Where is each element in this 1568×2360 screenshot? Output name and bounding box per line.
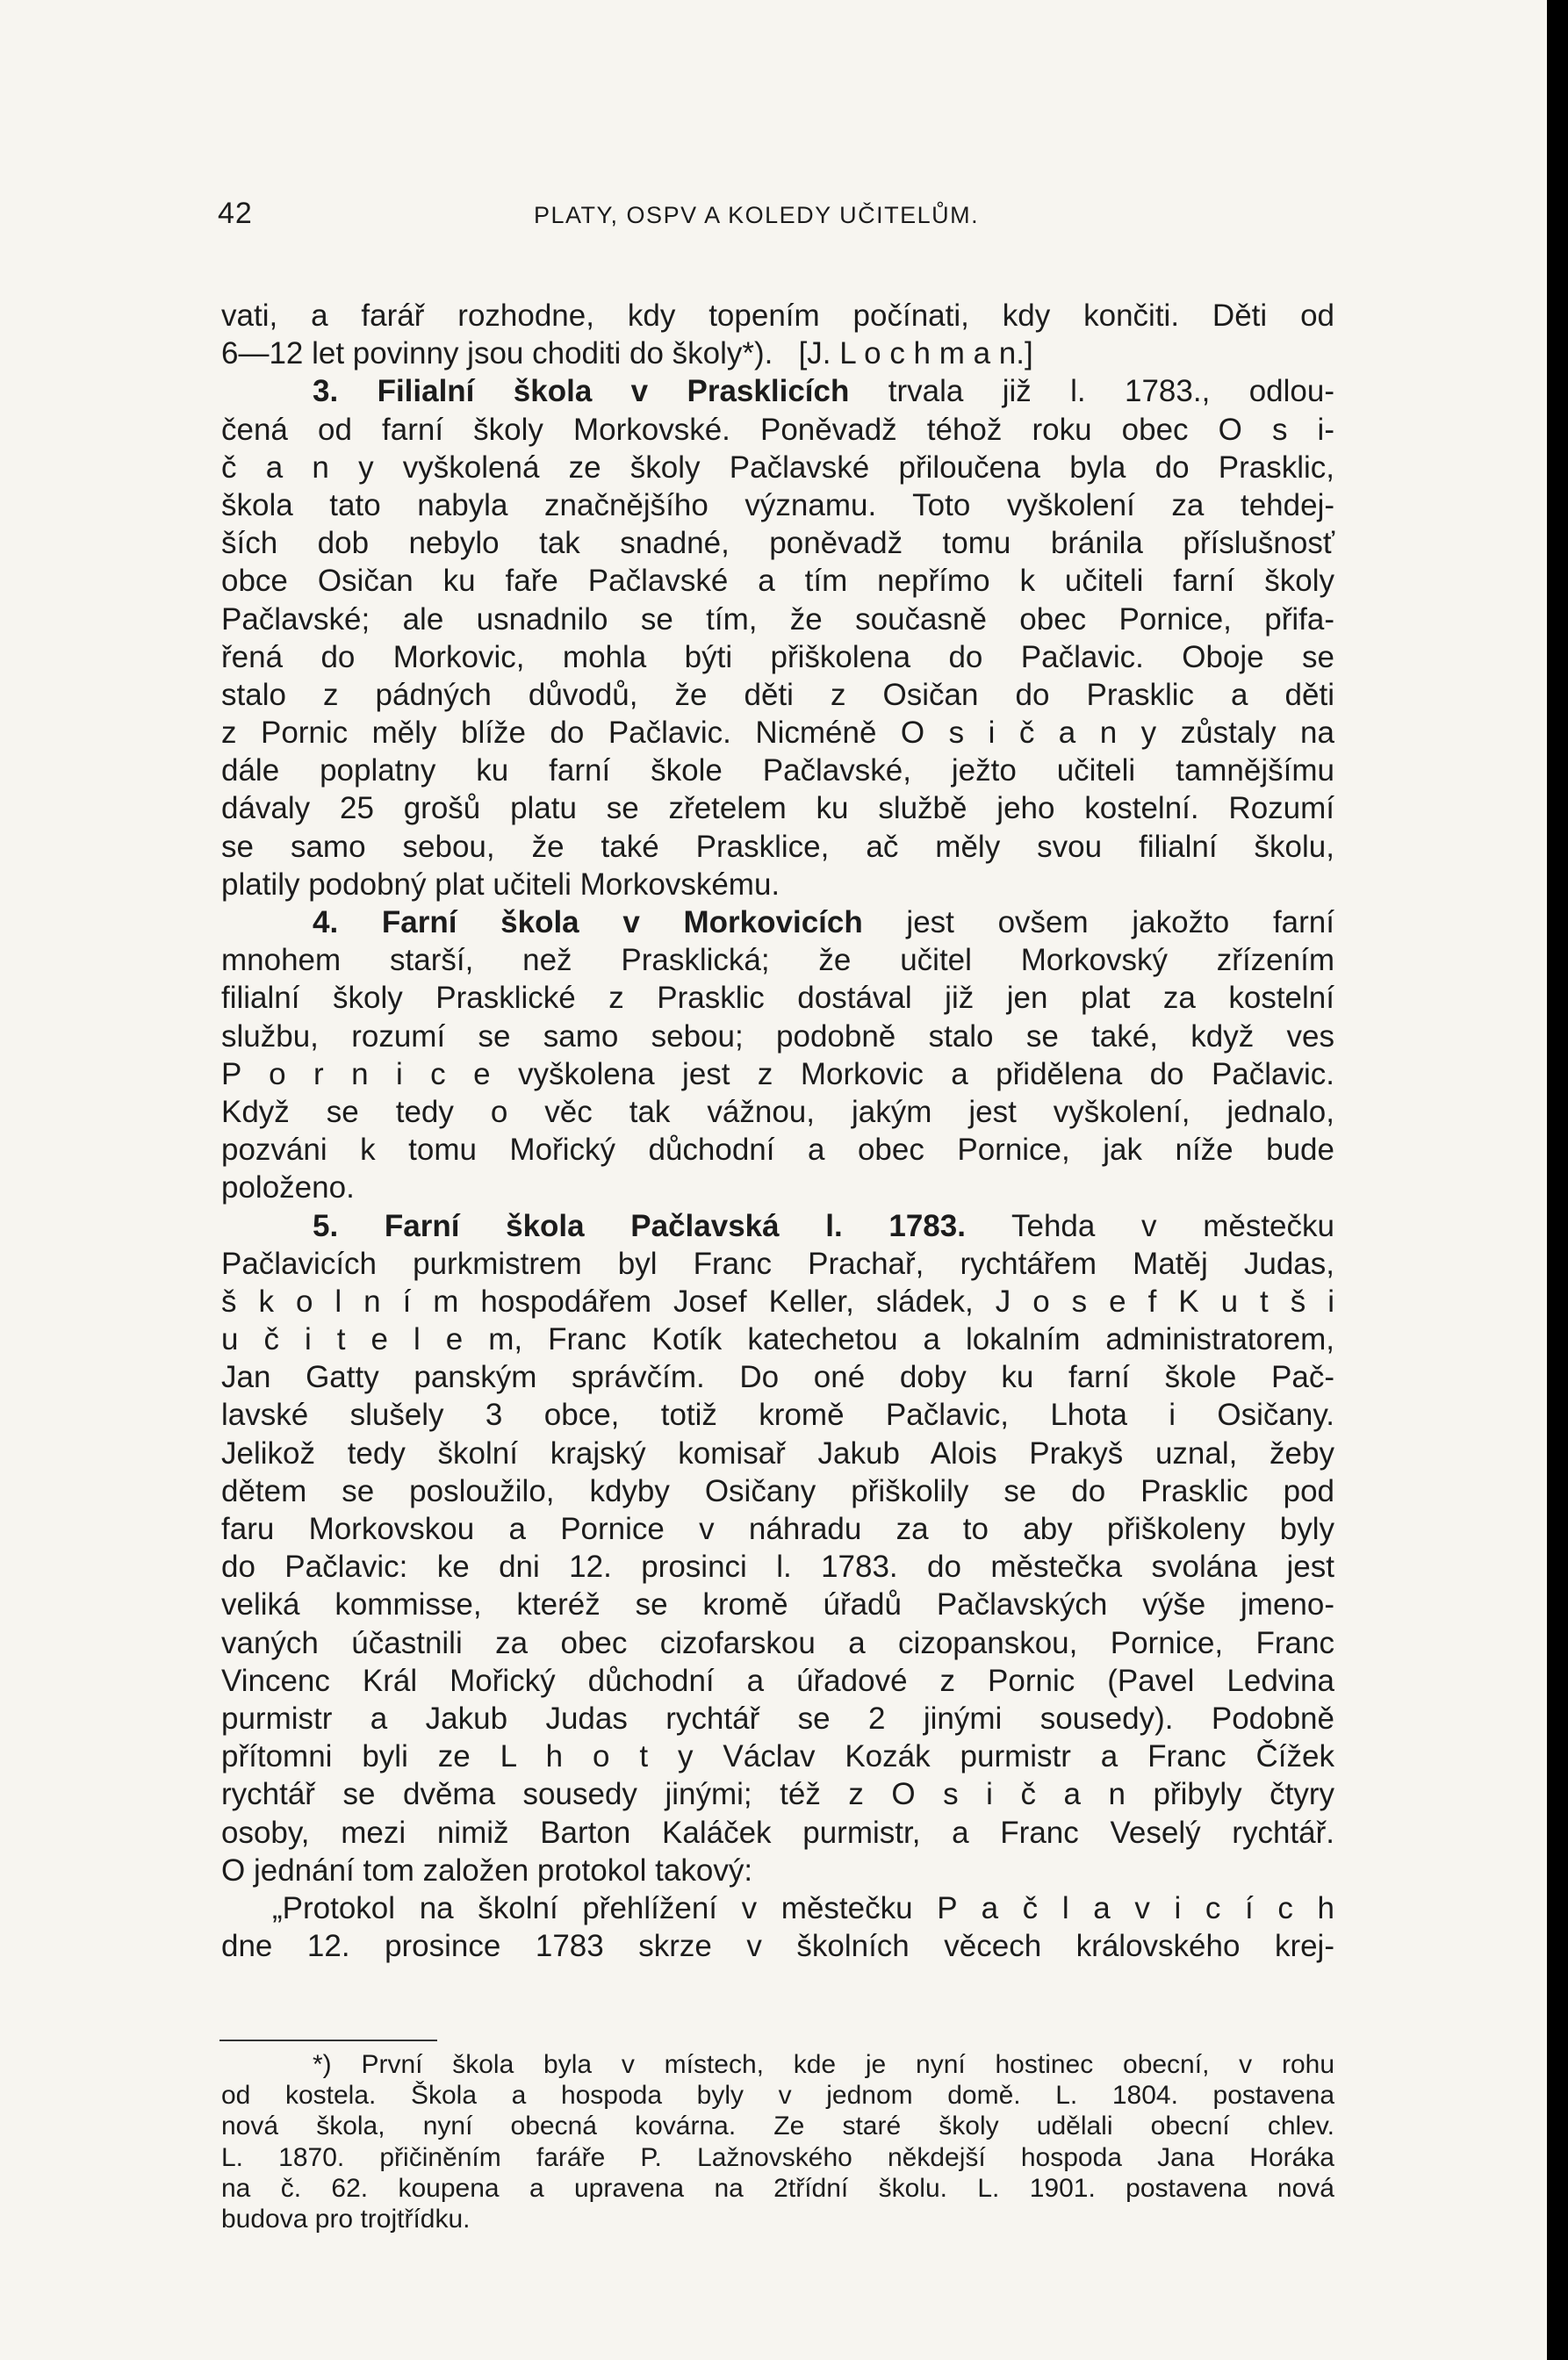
footnote: [221, 2049, 1334, 2234]
text-line: u č i t e l e m, Franc Kotík katechetou a lokalním administratorem,: [221, 1322, 1334, 1357]
text-line: škola tato nabyla značnějšího významu. Toto vyškolení za tehdej-: [221, 487, 1334, 522]
text-line: Jan Gatty panským správčím. Do oné doby ku farní škole Pač-: [221, 1360, 1334, 1395]
body-text: [221, 297, 1334, 1965]
text-line: osoby, mezi nimiž Barton Kaláček purmistr, a Franc Veselý rychtář.: [221, 1815, 1334, 1850]
text-line: stalo z pádných důvodů, že děti z Osičan do Prasklic a děti: [221, 677, 1334, 712]
text-line: „Protokol na školní přehlížení v městečku P a č l a v i c í c h: [272, 1890, 1334, 1925]
text-line: faru Morkovskou a Pornice v náhradu za to aby přiškoleny byly: [221, 1512, 1334, 1546]
text-line: pozváni k tomu Mořický důchodní a obec Pornice, jak níže bude: [221, 1133, 1334, 1168]
text-line: do Pačlavic: ke dni 12. prosinci l. 1783. do městečka svolána jest: [221, 1550, 1334, 1585]
text-line: službu, rozumí se samo sebou; podobně stalo se také, když ves: [221, 1018, 1334, 1054]
footnote-divider: [219, 2040, 437, 2041]
text-line: z Pornic měly blíže do Pačlavic. Nicméně O s i č a n y zůstaly na: [221, 716, 1334, 751]
text-line: Jelikož tedy školní krajský komisař Jakub Alois Prakyš uznal, žeby: [221, 1435, 1334, 1471]
text-line: platily podobný plat učiteli Morkovskému.: [221, 867, 780, 902]
text-line: řená do Morkovic, mohla býti přiškolena do Pačlavic. Oboje se: [221, 639, 1334, 674]
text-line: P o r n i c e vyškolena jest z Morkovic a přidělena do Pačlavic.: [221, 1056, 1334, 1091]
text-line: se samo sebou, že také Prasklice, ač měly svou filialní školu,: [221, 829, 1334, 864]
page-number: 42: [218, 197, 253, 230]
text-line: vaných účastnili za obec cizofarskou a cizopanskou, Pornice, Franc: [221, 1625, 1334, 1660]
text-line: rychtář se dvěma sousedy jinými; též z O s i č a n přibyly čtyry: [221, 1777, 1334, 1812]
text-line: vati, a farář rozhodne, kdy topením počínati, kdy končiti. Děti od: [221, 299, 1334, 333]
text-line: š k o l n í m hospodářem Josef Keller, sládek, J o s e f K u t š i: [221, 1284, 1334, 1319]
section-heading: 5. Farní škola Pačlavská l. 1783.: [313, 1208, 966, 1243]
section-heading: 4. Farní škola v Morkovicích: [313, 905, 863, 939]
footnote-line: nová škola, nyní obecná kovárna. Ze staré školy udělali obecní chlev.: [221, 2112, 1334, 2141]
text-line: 6—12 let povinny jsou choditi do školy*). [J. L o c h m a n.]: [221, 336, 1033, 371]
footnote-line: L. 1870. přičiněním faráře P. Lažnovského někdejší hospoda Jana Horáka: [221, 2142, 1334, 2172]
footnote-line: budova pro trojtřídku.: [221, 2204, 471, 2234]
section-heading-line: [221, 1207, 1334, 1245]
text-line: dětem se posloužilo, kdyby Osičany přiškolily se do Prasklic pod: [221, 1473, 1334, 1508]
text-line: Pačlavicích purkmistrem byl Franc Prachař, rychtářem Matěj Judas,: [221, 1246, 1334, 1281]
text-line: lavské slušely 3 obce, totiž kromě Pačlavic, Lhota i Osičany.: [221, 1398, 1334, 1433]
text-line: Pačlavské; ale usnadnilo se tím, že současně obec Pornice, přifa-: [221, 601, 1334, 637]
text-line: purmistr a Jakub Judas rychtář se 2 jinými sousedy). Podobně: [221, 1701, 1334, 1736]
text-line: ších dob nebylo tak snadné, poněvadž tomu bránila příslušnosť: [221, 526, 1334, 561]
text-line: dne 12. prosince 1783 skrze v školních věcech královského krej-: [221, 1929, 1334, 1964]
text-span: trvala již l. 1783., odlou-: [849, 374, 1334, 409]
running-title: PLATY, OSPV A KOLEDY UČITELŮM.: [534, 202, 980, 228]
text-span: Tehda v městečku: [965, 1208, 1334, 1243]
section-heading-line: [221, 372, 1334, 410]
text-line: čená od farní školy Morkovské. Poněvadž téhož roku obec O s i-: [221, 412, 1334, 447]
text-line: Když se tedy o věc tak vážnou, jakým jest vyškolení, jednalo,: [221, 1094, 1334, 1129]
text-line: mnohem starší, než Prasklická; že učitel Morkovský zřízením: [221, 943, 1334, 978]
text-line: č a n y vyškolená ze školy Pačlavské přiloučena byla do Prasklic,: [221, 450, 1334, 485]
text-line: O jednání tom založen protokol takový:: [221, 1853, 753, 1888]
text-line: přítomni byli ze L h o t y Václav Kozák purmistr a Franc Čížek: [221, 1739, 1334, 1774]
text-line: filialní školy Prasklické z Prasklic dostával již jen plat za kostelní: [221, 981, 1334, 1016]
footnote-line: na č. 62. koupena a upravena na 2třídní školu. L. 1901. postavena nová: [221, 2173, 1334, 2203]
text-line: dále poplatny ku farní škole Pačlavské, ježto učiteli tamnějšímu: [221, 753, 1334, 788]
page-header: [218, 197, 1333, 241]
section-heading-line: [221, 903, 1334, 941]
text-line: dávaly 25 grošů platu se zřetelem ku službě jeho kostelní. Rozumí: [221, 791, 1334, 826]
text-line: obce Osičan ku faře Pačlavské a tím nepřímo k učiteli farní školy: [221, 564, 1334, 599]
footnote-line: *) První škola byla v místech, kde je nyní hostinec obecní, v rohu: [313, 2050, 1334, 2079]
text-line: veliká kommisse, kteréž se kromě úřadů Pačlavských výše jmeno-: [221, 1587, 1334, 1622]
scan-border: [1547, 0, 1568, 2360]
section-heading: 3. Filialní škola v Prasklicích: [313, 374, 850, 409]
text-line: Vincenc Král Mořický důchodní a úřadové z Pornic (Pavel Ledvina: [221, 1663, 1334, 1698]
text-span: jest ovšem jakožto farní: [862, 905, 1334, 939]
text-line: položeno.: [221, 1170, 355, 1205]
footnote-line: od kostela. Škola a hospoda byly v jednom domě. L. 1804. postavena: [221, 2081, 1334, 2111]
